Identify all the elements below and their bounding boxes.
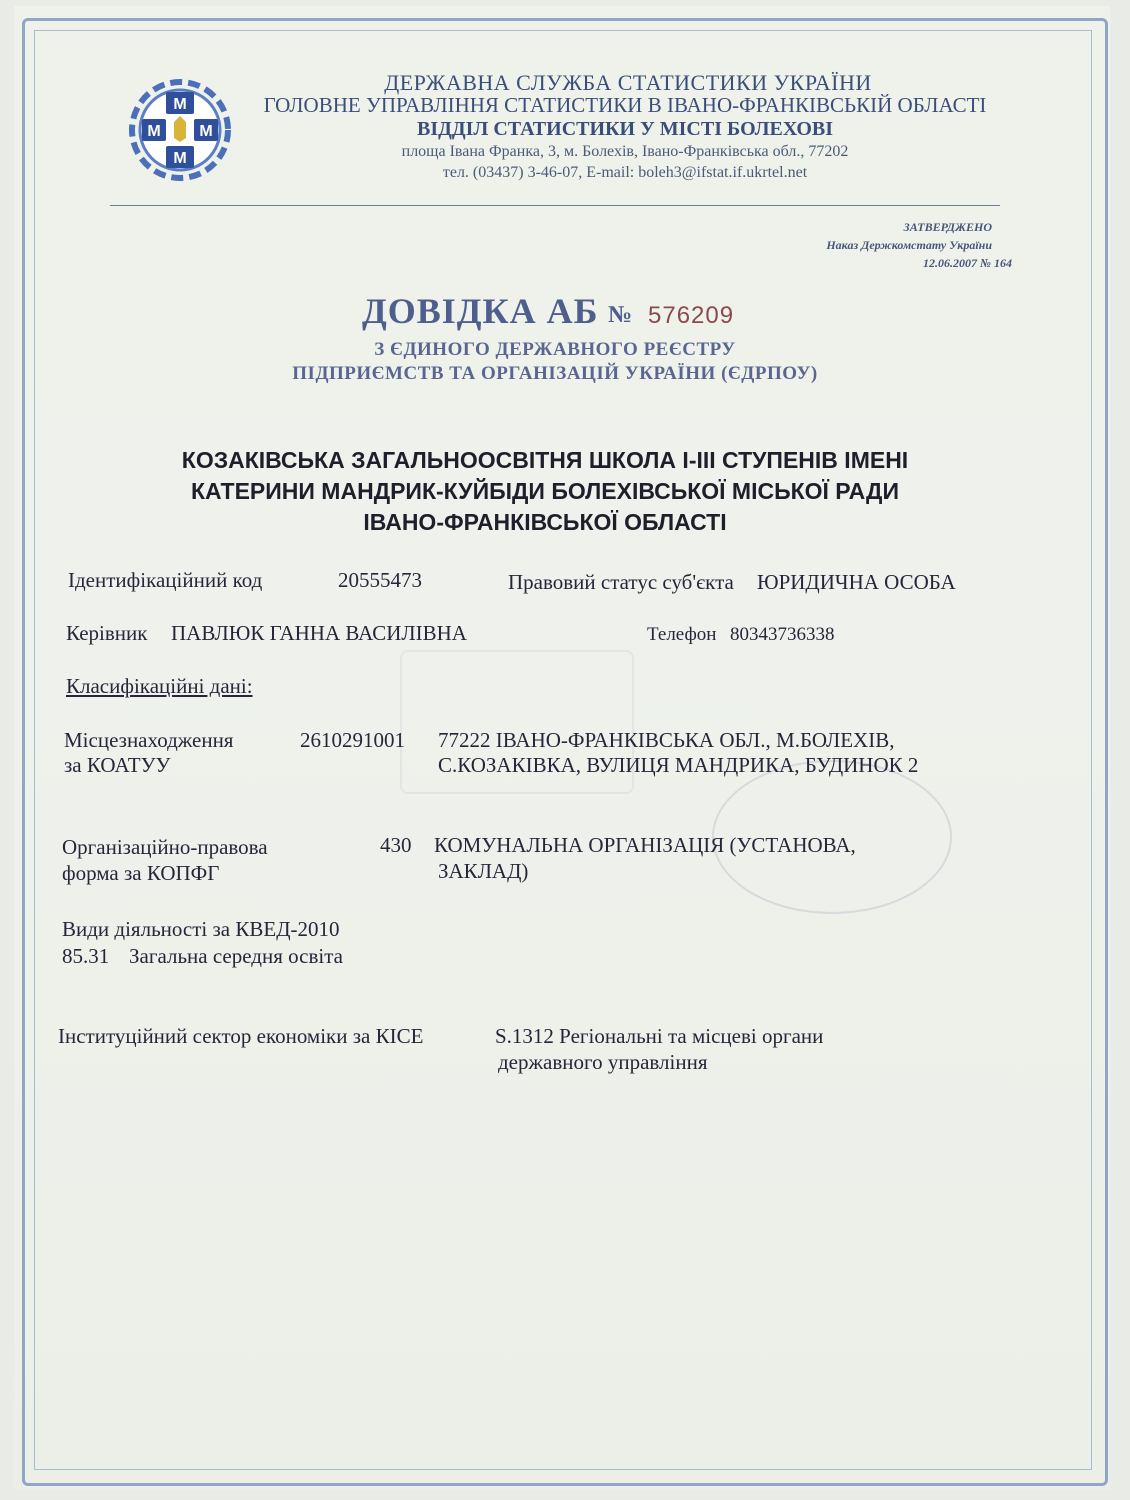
- id-code-value: 20555473: [338, 568, 422, 592]
- svg-text:M: M: [147, 123, 161, 140]
- classification-label: Класифікаційні дані:: [66, 674, 253, 698]
- form-value-2: ЗАКЛАД): [438, 859, 529, 883]
- header-contacts: тел. (03437) 3-46-07, E-mail: boleh3@ifstat.if.ukrtel.net: [442, 164, 808, 181]
- approval-title: ЗАТВЕРДЖЕНО: [903, 220, 992, 234]
- document-title: ДОВІДКА АБ: [362, 291, 599, 331]
- head-value: ПАВЛЮК ГАННА ВАСИЛІВНА: [171, 621, 467, 645]
- statistics-service-logo-icon: [110, 70, 250, 190]
- approval-date: 12.06.2007 № 164: [923, 256, 1012, 270]
- kved-value: Загальна середня освіта: [129, 944, 343, 968]
- form-label-1: Організаційно-правова: [62, 835, 268, 859]
- kved-label: Види діяльності за КВЕД-2010: [62, 917, 340, 941]
- sector-value-1: S.1312 Регіональні та місцеві органи: [495, 1024, 824, 1048]
- header-division: ВІДДІЛ СТАТИСТИКИ У МІСТІ БОЛЕХОВІ: [417, 118, 833, 140]
- svg-text:M: M: [173, 96, 187, 113]
- approval-order: Наказ Держкомстату України: [826, 238, 992, 252]
- location-address-1: 77222 ІВАНО-ФРАНКІВСЬКА ОБЛ., М.БОЛЕХІВ,: [438, 728, 895, 752]
- svg-text:M: M: [199, 123, 213, 140]
- head-label: Керівник: [66, 621, 148, 645]
- header-address: площа Івана Франка, 3, м. Болехів, Івано-Франківська обл., 77202: [401, 143, 849, 160]
- document-number-label: №: [608, 302, 633, 328]
- location-code: 2610291001: [300, 728, 405, 752]
- header-agency: ДЕРЖАВНА СЛУЖБА СТАТИСТИКИ УКРАЇНИ: [384, 70, 872, 95]
- location-label-2: за КОАТУУ: [64, 753, 171, 777]
- sector-value-2: державного управління: [498, 1050, 708, 1074]
- kved-code: 85.31: [62, 944, 110, 968]
- form-code: 430: [380, 833, 412, 857]
- organization-name-line-2: КАТЕРИНИ МАНДРИК-КУЙБІДИ БОЛЕХІВСЬКОЇ МІСЬКОЇ РАДИ: [191, 478, 899, 504]
- document-subtitle-2: ПІДПРИЄМСТВ ТА ОРГАНІЗАЦІЙ УКРАЇНИ (ЄДРПОУ): [292, 363, 818, 384]
- phone-value: 80343736338: [730, 624, 835, 645]
- form-value-1: КОМУНАЛЬНА ОРГАНІЗАЦІЯ (УСТАНОВА,: [434, 833, 856, 857]
- document-number: 576209: [648, 302, 735, 329]
- organization-name-line-3: ІВАНО-ФРАНКІВСЬКОЇ ОБЛАСТІ: [363, 509, 727, 535]
- legal-status-value: ЮРИДИЧНА ОСОБА: [757, 570, 956, 594]
- organization-name-line-1: КОЗАКІВСЬКА ЗАГАЛЬНООСВІТНЯ ШКОЛА І-ІІІ СТУПЕНІВ ІМЕНІ: [181, 447, 909, 473]
- phone-label: Телефон: [647, 624, 717, 645]
- document-subtitle-1: З ЄДИНОГО ДЕРЖАВНОГО РЕЄСТРУ: [374, 339, 736, 360]
- location-address-2: С.КОЗАКІВКА, ВУЛИЦЯ МАНДРИКА, БУДИНОК 2: [438, 753, 919, 777]
- location-label-1: Місцезнаходження: [64, 728, 234, 752]
- form-label-2: форма за КОПФГ: [62, 861, 220, 885]
- header-department: ГОЛОВНЕ УПРАВЛІННЯ СТАТИСТИКИ В ІВАНО-ФРАНКІВСЬКІЙ ОБЛАСТІ: [263, 93, 987, 117]
- sector-label: Інституційний сектор економіки за КІСЕ: [58, 1024, 424, 1048]
- svg-text:M: M: [173, 150, 187, 167]
- legal-status-label: Правовий статус суб'єкта: [508, 570, 734, 594]
- id-code-label: Ідентифікаційний код: [68, 568, 263, 592]
- header-divider: [110, 205, 1000, 206]
